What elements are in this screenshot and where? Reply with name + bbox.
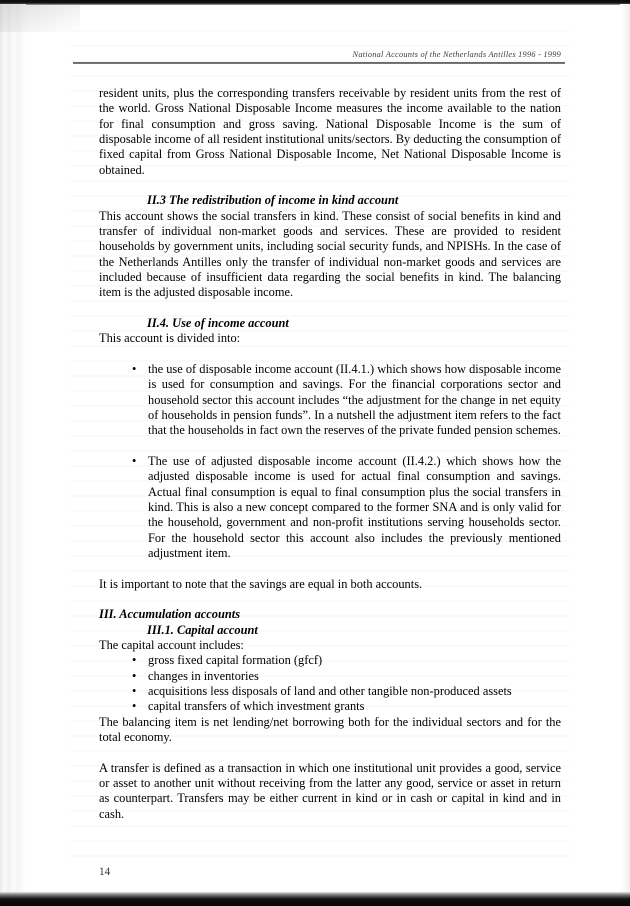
paragraph-II3: This account shows the social transfers in kind. These consist of social benefits in kind and transfer of individual non-market goods and services. These are provided to resident households by government units, including social security funds, and NPISHs. In the case of the Netherlands Antilles only the transfer of individual non-market goods and services are included because of insufficient data regarding the social benefits in kind. The balancing item is the adjusted disposable income. bbox=[99, 208, 561, 300]
scan-edge-bottom bbox=[0, 892, 630, 906]
scan-edge-right bbox=[620, 4, 630, 892]
list-item-text: The use of adjusted disposable income account (II.4.2.) which shows how the adjusted disposable income is used for actual final consumption and savings. Actual final consumption is equal to final consumption plus the social transfers in kind. This is also a new concept compared to the former SNA and is only valid for the household, government and non-profit institutions serving households sector. For the household sector this account also includes the previously mentioned adjustment item. bbox=[148, 454, 561, 561]
list-item bbox=[99, 362, 561, 439]
bullet-list-II4 bbox=[99, 362, 561, 561]
page-body bbox=[99, 86, 561, 822]
list-item-text: acquisitions less disposals of land and other tangible non-produced assets bbox=[148, 684, 512, 699]
list-item bbox=[99, 699, 561, 714]
heading-II4-use-of-income-account: II.4. Use of income account bbox=[147, 316, 289, 331]
list-item-text: the use of disposable income account (II.4.1.) which shows how disposable income is used for consumption and savings. For the financial corporations sector and household sector this account includes “the adjustment for the change in net equity of households in pension funds”. In a nutshell the adjustment item refers to the fact that the households in fact own the reserves of the private funded pension schemes. bbox=[148, 362, 561, 438]
bullet-icon: • bbox=[132, 653, 137, 668]
bullet-list-III1 bbox=[99, 653, 561, 714]
heading-II3-redistribution-of-income-in-kind-account: II.3 The redistribution of income in kind account bbox=[147, 193, 399, 208]
header-rule bbox=[73, 62, 565, 64]
page-number: 14 bbox=[99, 866, 111, 878]
list-item bbox=[99, 684, 561, 699]
list-item-text: gross fixed capital formation (gfcf) bbox=[148, 653, 323, 668]
scan-shadow-corner bbox=[0, 4, 80, 32]
list-item bbox=[99, 454, 561, 561]
paragraph-II4-intro: This account is divided into: bbox=[99, 331, 241, 346]
paragraph-continued-from-previous-page: resident units, plus the corresponding transfers receivable by resident units from the rest of the world. Gross National Disposable Income measures the income available to the nation for final consumption and gross saving. National Disposable Income is the sum of disposable income of all resident institutional units/sectors. By deducting the consumption of fixed capital from Gross National Disposable Income, Net National Disposable Income is obtained. bbox=[99, 86, 561, 177]
bullet-icon: • bbox=[132, 668, 137, 683]
bullet-icon: • bbox=[132, 684, 137, 699]
bullet-icon: • bbox=[132, 699, 137, 714]
list-item bbox=[99, 669, 561, 684]
list-item bbox=[99, 653, 561, 668]
paragraph-III1-intro: The capital account includes: bbox=[99, 638, 244, 653]
paragraph-savings-note: It is important to note that the savings are equal in both accounts. bbox=[99, 576, 423, 591]
paragraph-transfer-definition: A transfer is defined as a transaction in which one institutional unit provides a good, service or asset to another unit without receiving from the latter any good, service or asset in return as counterpart. Transfers may be either current in kind or in cash or capital in kind and in cash. bbox=[99, 760, 561, 821]
bullet-icon: • bbox=[132, 454, 137, 469]
list-item-text: capital transfers of which investment grants bbox=[148, 699, 365, 714]
scan-edge-left bbox=[0, 4, 26, 892]
paragraph-balancing-item: The balancing item is net lending/net borrowing both for the individual sectors and for the total economy. bbox=[99, 714, 561, 745]
heading-III1-capital-account: III.1. Capital account bbox=[147, 622, 258, 637]
heading-III-accumulation-accounts: III. Accumulation accounts bbox=[99, 607, 241, 622]
bullet-icon: • bbox=[132, 362, 137, 377]
scan-edge-top bbox=[0, 0, 630, 5]
list-item-text: changes in inventories bbox=[148, 668, 259, 683]
running-head: National Accounts of the Netherlands Antilles 1996 - 1999 bbox=[352, 50, 561, 59]
